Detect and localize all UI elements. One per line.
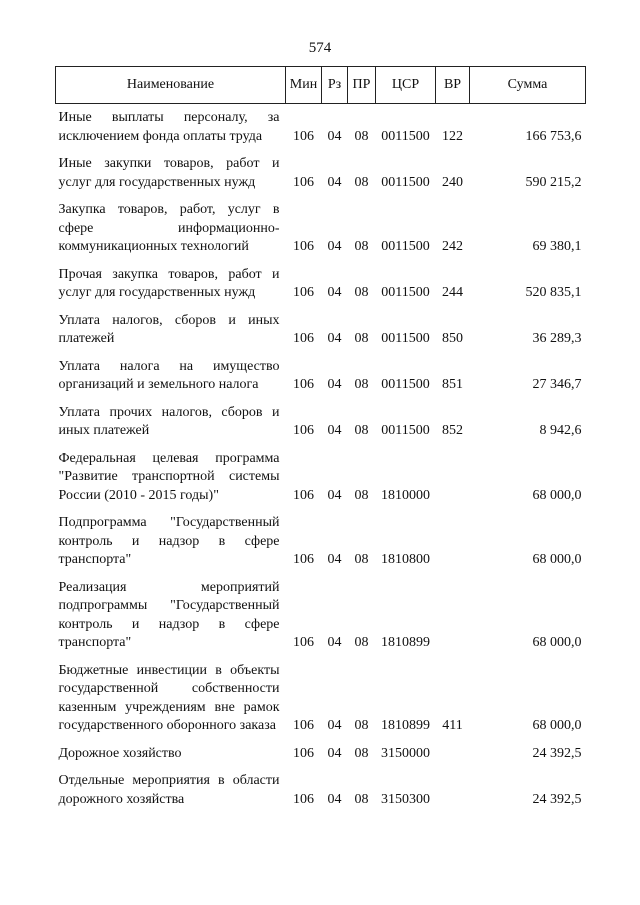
cell-rz: 04 — [327, 745, 342, 761]
cell-min: 106 — [293, 377, 314, 392]
cell-min: 106 — [293, 174, 314, 190]
table-row — [56, 445, 586, 510]
cell-name: Закупка товаров, работ, услуг в сфере информационно-коммуникационных технологий — [58, 202, 280, 254]
cell-sum: 24 392,5 — [532, 745, 582, 761]
cell-sum: 68 000,0 — [532, 635, 582, 650]
cell-csr: 3150000 — [381, 745, 430, 761]
cell-name: Отдельные мероприятия в области дорожного хозяйства — [58, 773, 280, 807]
cell-sum: 590 215,2 — [525, 174, 582, 190]
cell-vr: 850 — [442, 331, 463, 346]
cell-min: 106 — [293, 128, 314, 144]
cell-vr: 122 — [442, 128, 463, 144]
cell-csr: 0011500 — [381, 174, 430, 190]
cell-vr: 851 — [442, 377, 463, 392]
cell-min: 106 — [293, 285, 314, 300]
cell-pr: 08 — [354, 745, 369, 761]
cell-rz: 04 — [327, 377, 342, 392]
cell-min: 106 — [293, 239, 314, 254]
cell-vr: 242 — [442, 239, 463, 254]
cell-rz: 04 — [327, 635, 342, 650]
cell-rz: 04 — [327, 239, 342, 254]
cell-vr — [436, 767, 470, 813]
cell-rz: 04 — [327, 487, 342, 503]
cell-sum: 68 000,0 — [532, 487, 582, 503]
cell-sum: 69 380,1 — [532, 239, 582, 254]
cell-pr: 08 — [354, 552, 369, 567]
cell-sum: 8 942,6 — [539, 423, 582, 438]
page-number: 574 — [308, 40, 332, 56]
table-row — [56, 740, 586, 768]
header-csr: ЦСР — [376, 67, 436, 104]
cell-pr: 08 — [354, 635, 369, 650]
cell-name: Уплата прочих налогов, сборов и иных платежей — [58, 404, 280, 438]
cell-name: Бюджетные инвестиции в объекты государственной собственности казенным учреждениям вне рамок государственного оборонного заказа — [58, 662, 280, 733]
cell-min: 106 — [293, 487, 314, 503]
table-row — [56, 509, 586, 574]
cell-csr: 0011500 — [381, 128, 430, 144]
cell-name: Дорожное хозяйство — [58, 745, 182, 761]
cell-min: 106 — [293, 791, 314, 807]
cell-name: Уплата налога на имущество организаций и земельного налога — [58, 358, 280, 392]
header-sum: Сумма — [470, 67, 586, 104]
table-row — [56, 196, 586, 261]
cell-pr: 08 — [354, 718, 369, 733]
cell-min: 106 — [293, 635, 314, 650]
cell-vr — [436, 740, 470, 768]
budget-table — [55, 66, 586, 813]
table-row — [56, 574, 586, 657]
cell-rz: 04 — [327, 174, 342, 190]
cell-csr: 1810899 — [381, 635, 430, 650]
cell-csr: 0011500 — [381, 331, 430, 346]
cell-name: Иные закупки товаров, работ и услуг для государственных нужд — [58, 156, 280, 190]
cell-sum: 24 392,5 — [532, 791, 582, 807]
cell-vr: 240 — [442, 174, 463, 190]
cell-name: Федеральная целевая программа "Развитие транспортной системы России (2010 - 2015 годы)" — [58, 450, 280, 503]
cell-pr: 08 — [354, 791, 369, 807]
cell-rz: 04 — [327, 285, 342, 300]
cell-csr: 0011500 — [381, 239, 430, 254]
cell-sum: 36 289,3 — [532, 331, 582, 346]
cell-vr: 852 — [442, 423, 463, 438]
cell-rz: 04 — [327, 128, 342, 144]
table-header-row — [56, 67, 586, 104]
cell-sum: 166 753,6 — [525, 128, 582, 144]
cell-sum: 68 000,0 — [532, 718, 582, 733]
table-row — [56, 307, 586, 353]
table-row — [56, 399, 586, 445]
cell-csr: 1810899 — [381, 718, 430, 733]
header-pr: ПР — [348, 67, 376, 104]
cell-min: 106 — [293, 423, 314, 438]
cell-pr: 08 — [354, 239, 369, 254]
cell-min: 106 — [293, 552, 314, 567]
cell-sum: 27 346,7 — [532, 377, 582, 392]
cell-vr: 411 — [442, 718, 463, 733]
cell-name: Иные выплаты персоналу, за исключением фонда оплаты труда — [58, 110, 280, 144]
table-row — [56, 150, 586, 196]
table-row — [56, 261, 586, 307]
cell-rz: 04 — [327, 791, 342, 807]
cell-sum: 68 000,0 — [532, 552, 582, 567]
cell-min: 106 — [293, 331, 314, 346]
cell-csr: 3150300 — [381, 791, 430, 807]
cell-name: Уплата налогов, сборов и иных платежей — [58, 312, 280, 346]
cell-rz: 04 — [327, 552, 342, 567]
cell-vr — [436, 574, 470, 657]
table-row — [56, 353, 586, 399]
cell-csr: 1810000 — [381, 487, 430, 503]
cell-csr: 0011500 — [381, 285, 430, 300]
cell-rz: 04 — [327, 331, 342, 346]
header-rz: Рз — [322, 67, 348, 104]
cell-csr: 0011500 — [381, 377, 430, 392]
table-row — [56, 104, 586, 151]
cell-csr: 1810800 — [381, 552, 430, 567]
cell-rz: 04 — [327, 423, 342, 438]
cell-name: Реализация мероприятий подпрограммы "Государственный контроль и надзор в сфере транспорта" — [58, 579, 280, 650]
cell-csr: 0011500 — [381, 423, 430, 438]
table-row — [56, 767, 586, 813]
cell-pr: 08 — [354, 377, 369, 392]
cell-pr: 08 — [354, 128, 369, 144]
cell-name: Подпрограмма "Государственный контроль и надзор в сфере транспорта" — [58, 515, 280, 567]
cell-pr: 08 — [354, 487, 369, 503]
header-vr: ВР — [436, 67, 470, 104]
cell-pr: 08 — [354, 423, 369, 438]
cell-vr — [436, 509, 470, 574]
cell-min: 106 — [293, 745, 314, 761]
header-name: Наименование — [56, 67, 286, 104]
cell-vr — [436, 445, 470, 510]
cell-pr: 08 — [354, 174, 369, 190]
cell-pr: 08 — [354, 285, 369, 300]
cell-pr: 08 — [354, 331, 369, 346]
table-row — [56, 657, 586, 740]
cell-min: 106 — [293, 718, 314, 733]
cell-name: Прочая закупка товаров, работ и услуг для государственных нужд — [58, 266, 280, 300]
cell-rz: 04 — [327, 718, 342, 733]
cell-vr: 244 — [442, 285, 463, 300]
cell-sum: 520 835,1 — [525, 285, 582, 300]
header-min: Мин — [286, 67, 322, 104]
